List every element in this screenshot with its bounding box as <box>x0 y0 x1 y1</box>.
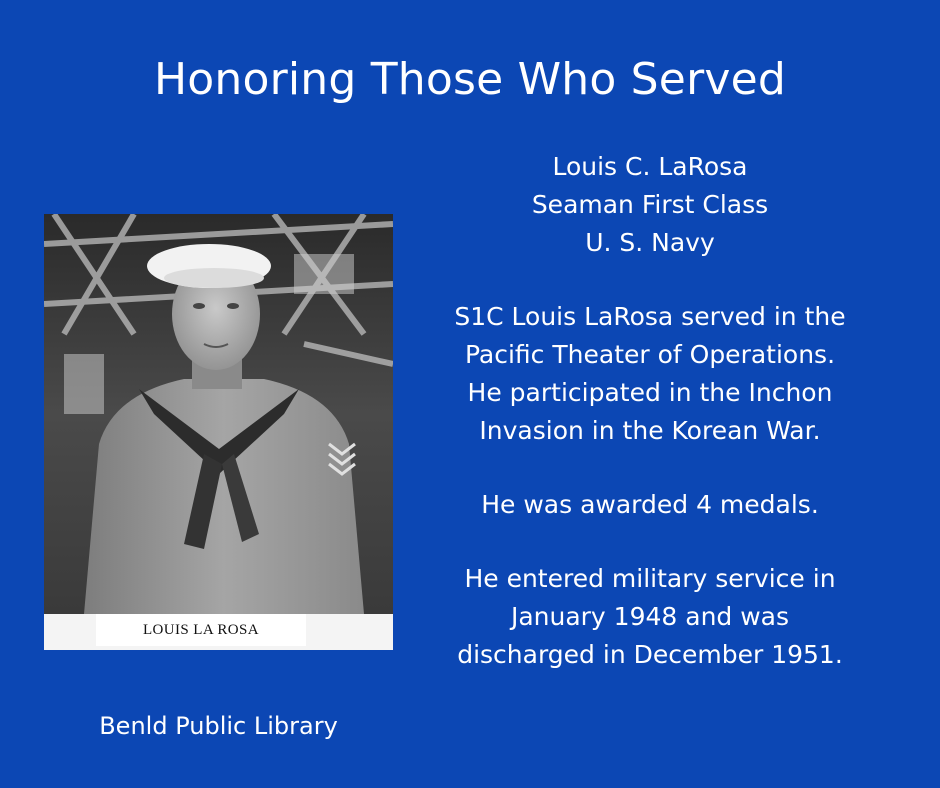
photo-caption: LOUIS LA ROSA <box>96 614 306 646</box>
dates-line-2: January 1948 and was <box>510 602 790 631</box>
honoree-info <box>410 148 890 674</box>
portrait-photo <box>44 214 393 650</box>
service-line-3: He participated in the Inchon <box>467 378 833 407</box>
medals-text: He was awarded 4 medals. <box>481 490 819 519</box>
service-line-4: Invasion in the Korean War. <box>479 416 821 445</box>
page-title: Honoring Those Who Served <box>153 54 787 105</box>
honoree-name: Louis C. LaRosa <box>552 152 748 181</box>
dates-line-3: discharged in December 1951. <box>457 640 843 669</box>
honoree-branch: U. S. Navy <box>585 228 715 257</box>
service-line-1: S1C Louis LaRosa served in the <box>454 302 846 331</box>
dates-line-1: He entered military service in <box>464 564 836 593</box>
library-name: Benld Public Library <box>99 712 338 740</box>
honoree-rank: Seaman First Class <box>531 190 769 219</box>
service-line-2: Pacific Theater of Operations. <box>464 340 836 369</box>
